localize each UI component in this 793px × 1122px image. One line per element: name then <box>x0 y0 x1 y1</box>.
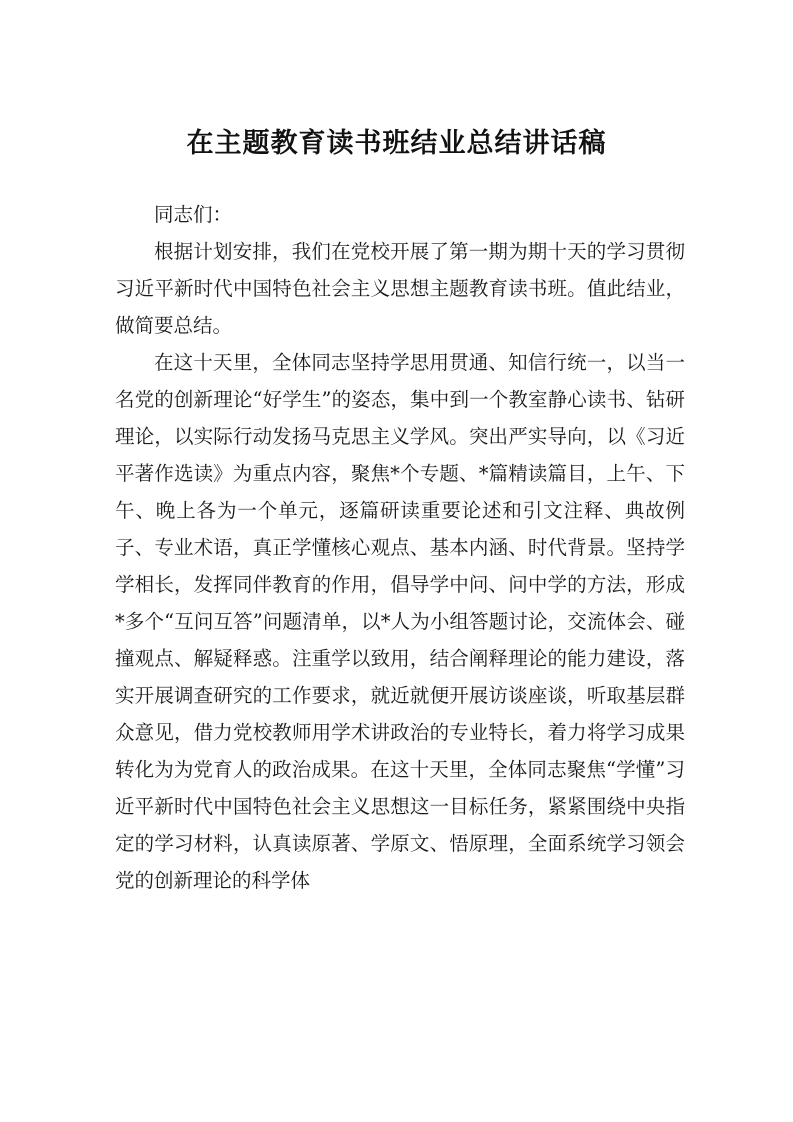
salutation: 同志们： <box>154 203 233 226</box>
document-title: 在主题教育读书班结业总结讲话稿 <box>186 128 607 159</box>
document-body <box>115 196 685 899</box>
paragraph-summary: 在这十天里，全体同志坚持学思用贯通、知信行统一，以当一名党的创新理论“好学生”的姿态，集中到一个教室静心读书、钻研理论，以实际行动发扬马克思主义学风。突出严实导向，以《习近平著作选读》为重点内容，聚焦*个专题、*篇精读篇目，上午、下午、晚上各为一个单元，逐篇研读重要论述和引文注释、典故例子、专业术语，真正学懂核心观点、基本内涵、时代背景。坚持学学相长，发挥同伴教育的作用，倡导学中问、问中学的方法，形成*多个“互问互答”问题清单，以*人为小组答题讨论，交流体会、碰撞观点、解疑释惑。注重学以致用，结合阐释理论的能力建设，落实开展调查研究的工作要求，就近就便开展访谈座谈，听取基层群众意见，借力党校教师用学术讲政治的专业特长，着力将学习成果转化为为党育人的政治成果。在这十天里，全体同志聚焦“学懂”习近平新时代中国特色社会主义思想这一目标任务，紧紧围绕中央指定的学习材料，认真读原著、学原文、悟原理，全面系统学习领会党的创新理论的科学体 <box>115 351 685 892</box>
paragraph-intro: 根据计划安排，我们在党校开展了第一期为期十天的学习贯彻习近平新时代中国特色社会主义思想主题教育读书班。值此结业，做简要总结。 <box>115 240 685 337</box>
